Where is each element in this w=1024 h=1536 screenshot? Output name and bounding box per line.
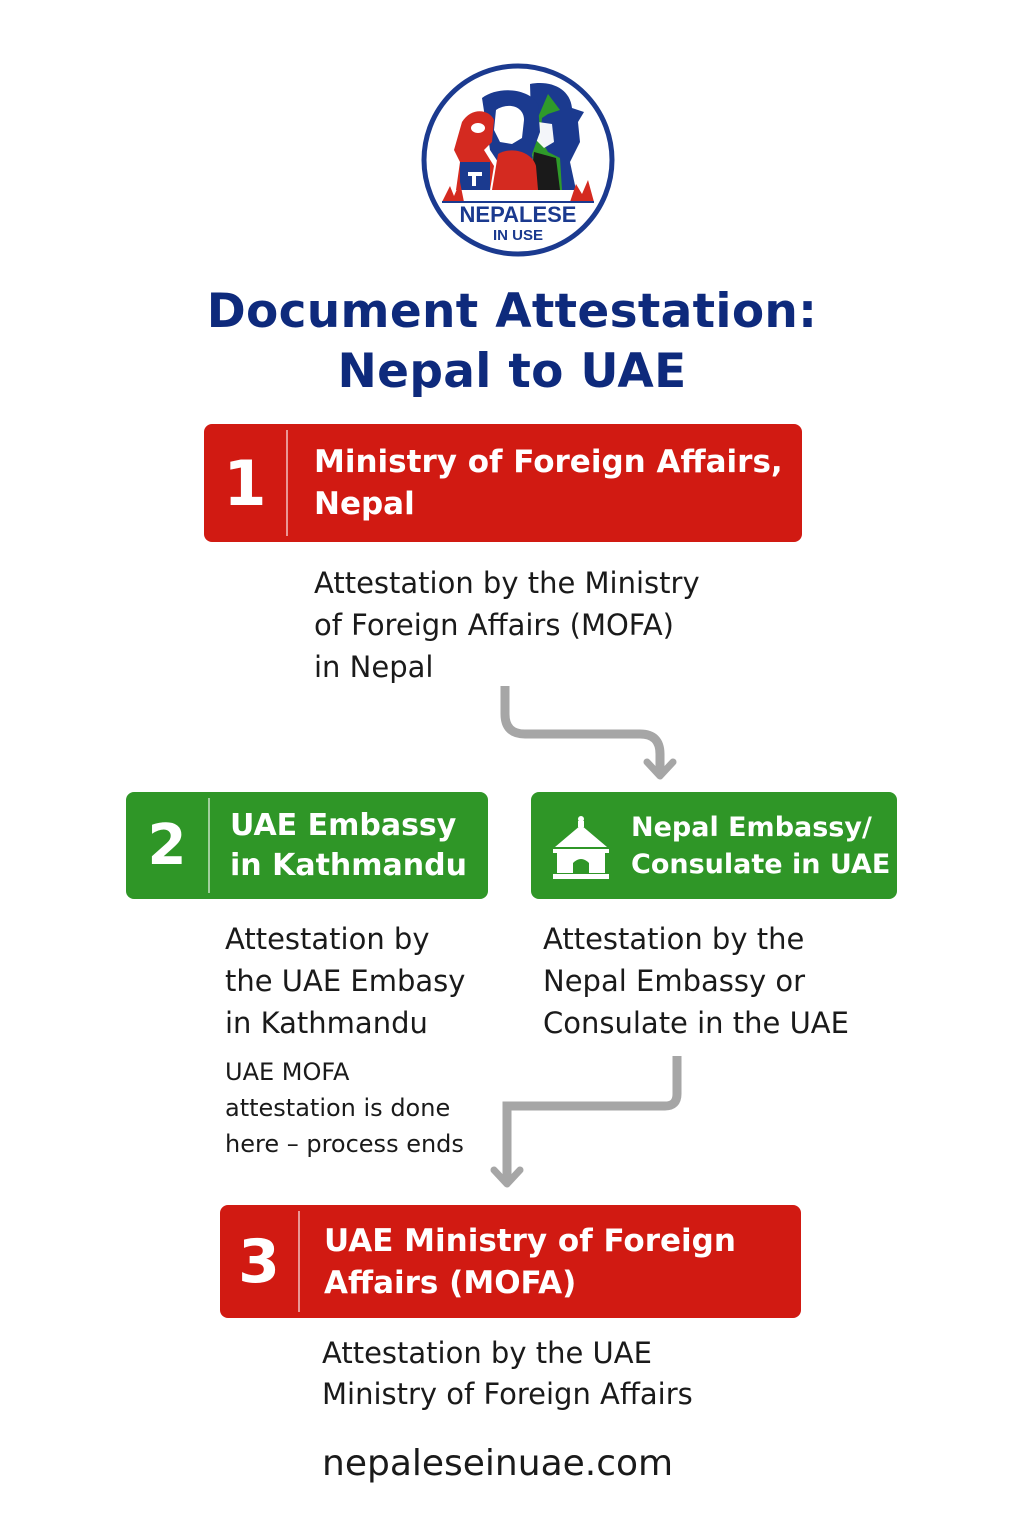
title-line-1: Document Attestation:	[206, 284, 818, 339]
logo-emblem-icon	[420, 62, 616, 258]
embassy-building-icon	[551, 813, 611, 879]
step-3-box	[220, 1205, 801, 1318]
arrow-step1-to-consulate-icon	[490, 684, 690, 784]
svg-text:IN USE: IN USE	[492, 227, 544, 244]
footer-website: nepaleseinuae.com	[322, 1443, 674, 1484]
nepal-embassy-box	[531, 792, 897, 899]
title-line-2: Nepal to UAE	[337, 344, 687, 399]
nepal-embassy-label: Nepal Embassy/ Consulate in UAE	[631, 811, 891, 880]
step-2-description: Attestation by the UAE Embasy in Kathmandu	[225, 922, 466, 1040]
step-1-label: Ministry of Foreign Affairs, Nepal	[314, 444, 783, 522]
step-1-number: 1	[223, 446, 267, 520]
arrow-consulate-to-step3-icon	[490, 1054, 700, 1194]
nepal-embassy-description: Attestation by the Nepal Embassy or Consulate in the UAE	[543, 922, 849, 1040]
step-2-number: 2	[147, 813, 187, 878]
nepalese-in-use-logo	[420, 62, 616, 258]
step-3-label: UAE Ministry of Foreign Affairs (MOFA)	[324, 1222, 736, 1301]
page-title	[0, 282, 1024, 402]
step-2-box	[126, 792, 488, 899]
step-1-box	[204, 424, 802, 542]
embassy-icon-wrap	[531, 813, 631, 879]
step-1-description: Attestation by the Ministry of Foreign Affairs (MOFA) in Nepal	[314, 566, 700, 684]
step-3-number: 3	[238, 1226, 280, 1297]
step-3-description: Attestation by the UAE Ministry of Foreign Affairs	[322, 1336, 693, 1411]
step-2-note: UAE MOFA attestation is done here – process ends	[225, 1058, 464, 1158]
step-2-label: UAE Embassy in Kathmandu	[230, 807, 467, 883]
svg-text:NEPALESE: NEPALESE	[459, 202, 577, 227]
